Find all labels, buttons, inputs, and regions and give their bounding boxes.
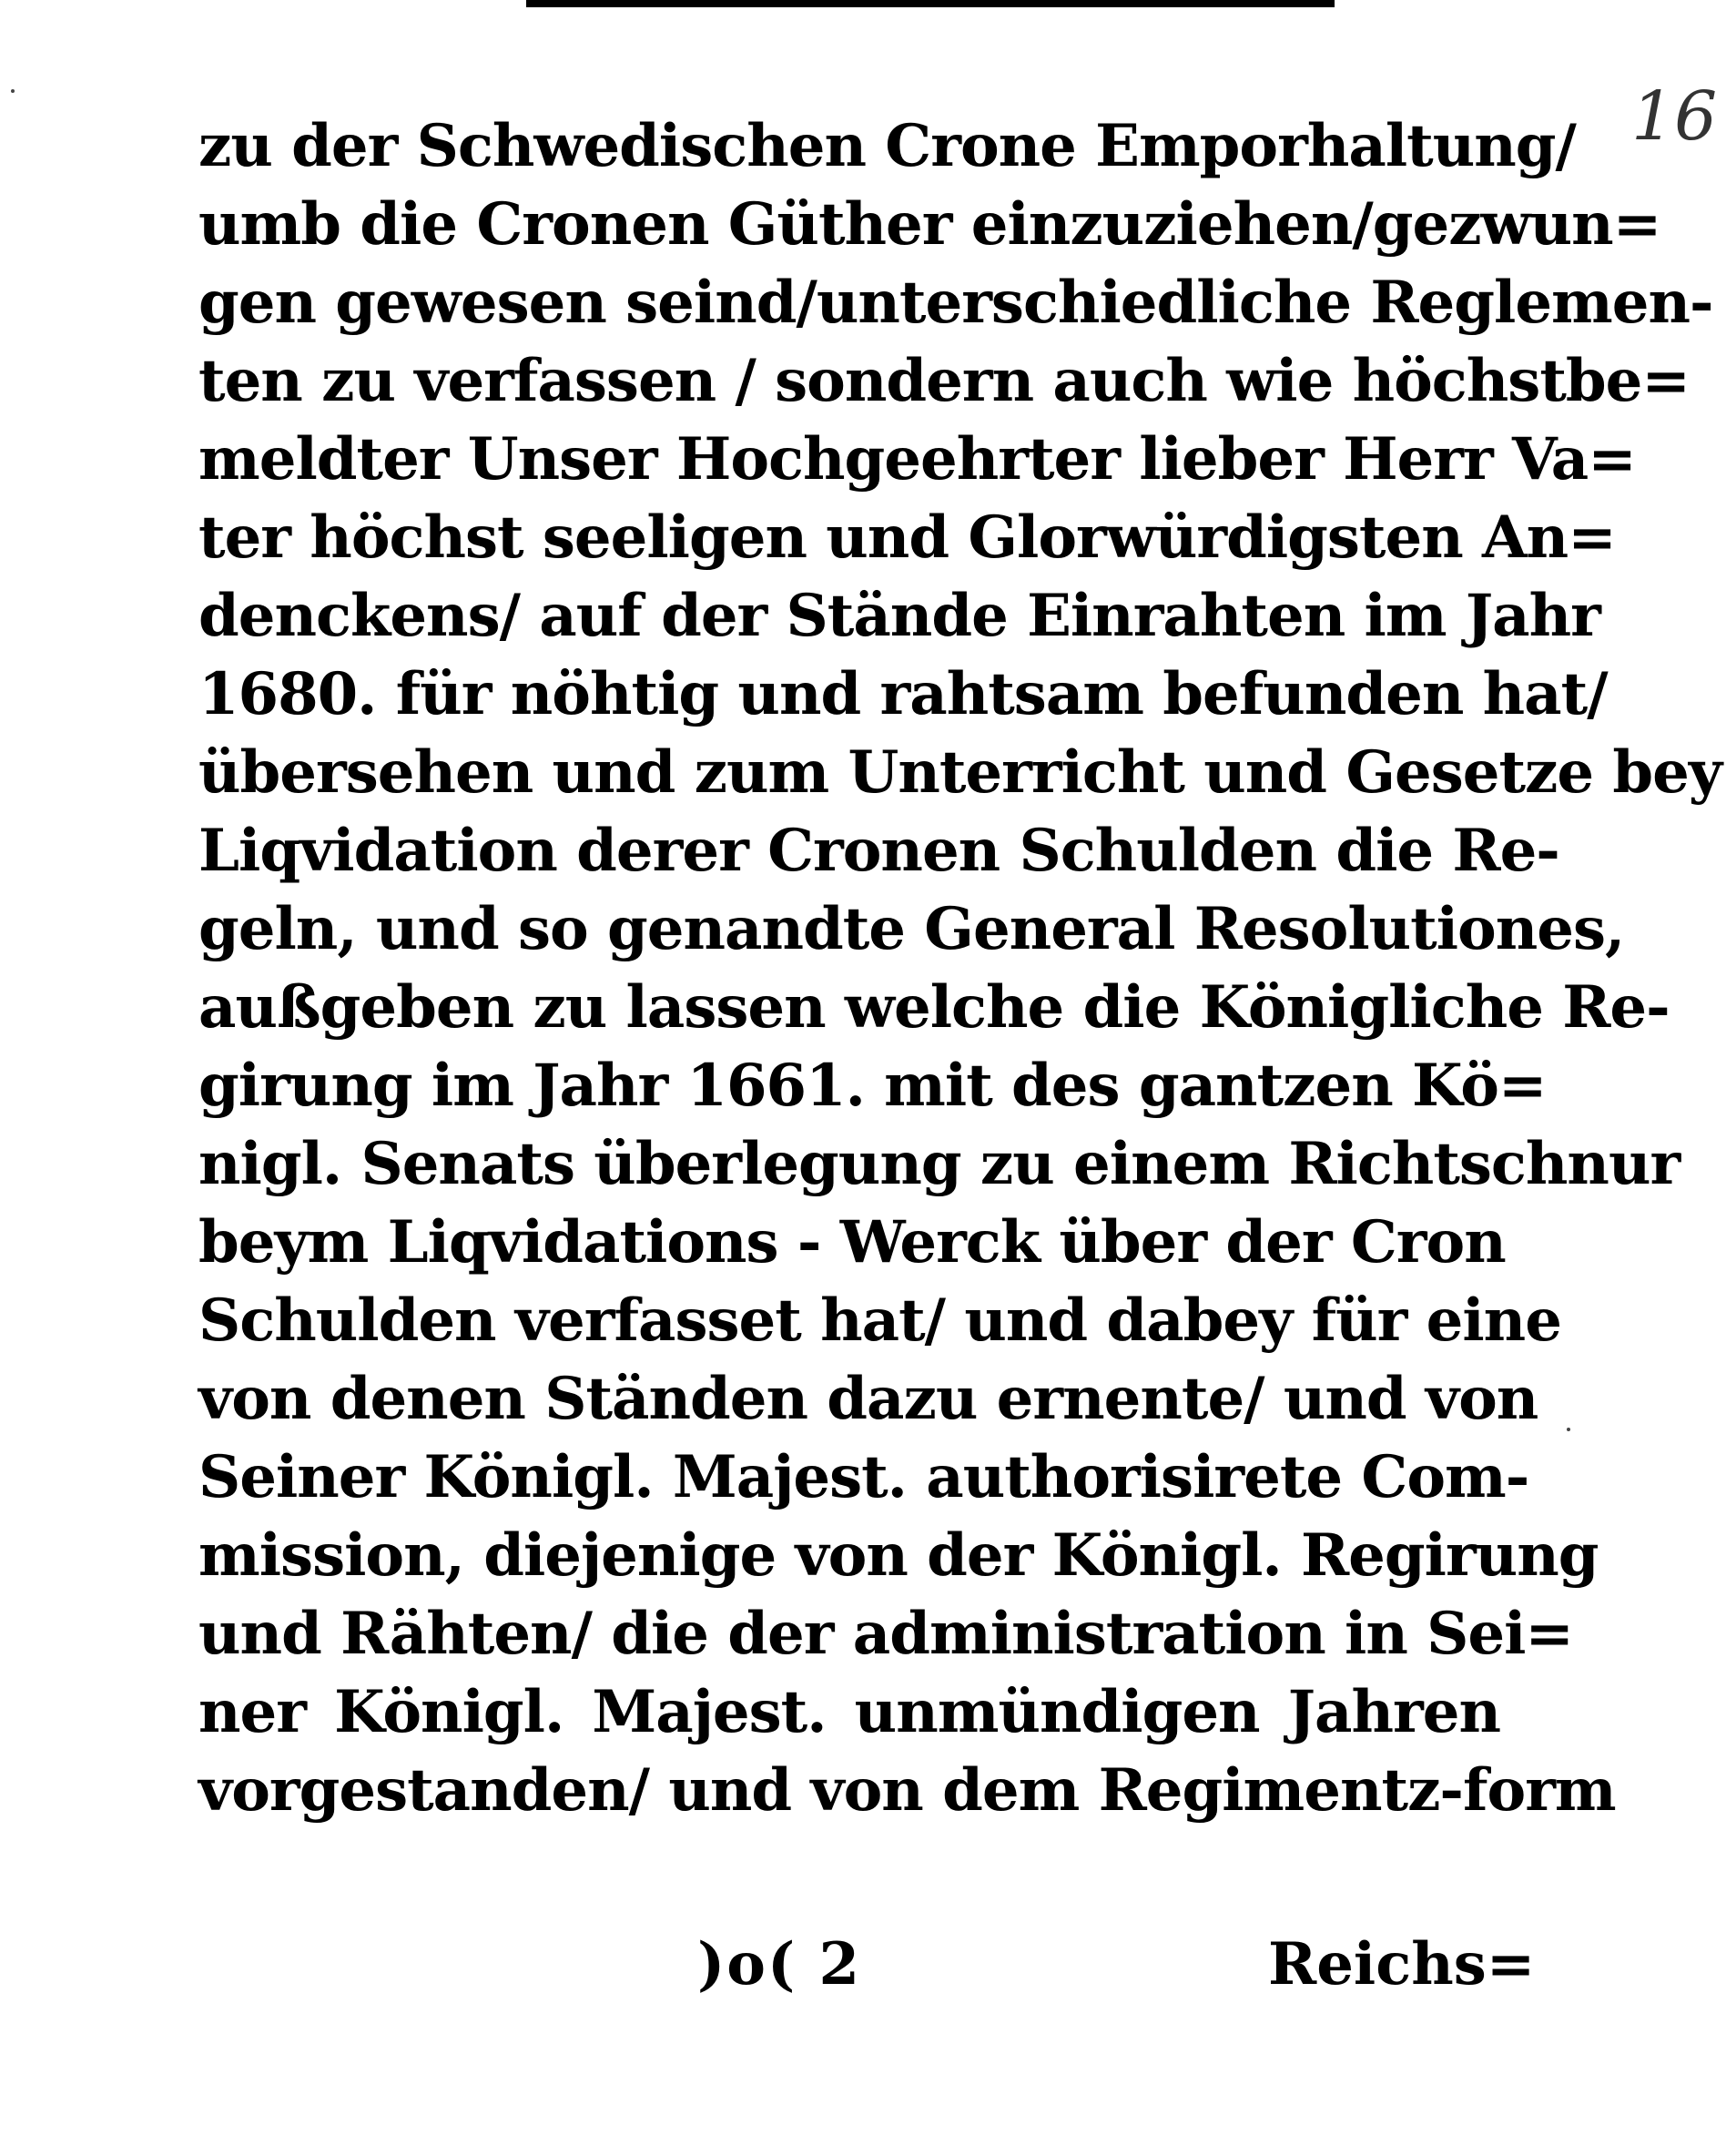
text-line: denckens/ auf der Stände Einrahten im Jahr: [198, 582, 1600, 650]
top-rule-divider: [526, 0, 1335, 7]
catchword: Reichs=: [1268, 1930, 1536, 1998]
text-line: beym Liqvidations - Werck über der Cron: [198, 1208, 1506, 1276]
body-text: [198, 107, 1721, 1830]
text-line: Seiner Königl. Majest. authorisirete Com-: [198, 1443, 1529, 1511]
paper-speck: [1567, 1428, 1570, 1431]
text-line: vorgestanden/ und von dem Regimentz-form: [198, 1756, 1616, 1825]
text-line: nigl. Senats überlegung zu einem Richtschnur: [198, 1130, 1680, 1198]
text-line: Schulden verfasset hat/ und dabey für eine: [198, 1286, 1561, 1355]
signature-mark: )o( 2: [697, 1930, 862, 1998]
text-line: gen gewesen seind/unterschiedliche Reglemen-: [198, 269, 1713, 337]
text-line: ten zu verfassen / sondern auch wie höchstbe=: [198, 347, 1690, 415]
folio-number: 16: [1631, 77, 1718, 156]
text-line: übersehen und zum Unterricht und Gesetze bey: [198, 738, 1721, 807]
text-line: zu der Schwedischen Crone Emporhaltung/: [198, 112, 1576, 180]
text-line: mission, diejenige von der Königl. Regirung: [198, 1521, 1599, 1590]
text-line: und Rähten/ die der administration in Sei=: [198, 1600, 1573, 1668]
text-line: girung im Jahr 1661. mit des gantzen Kö=: [198, 1052, 1547, 1120]
text-line: ner Königl. Majest. unmündigen Jahren: [198, 1678, 1500, 1746]
text-line: Liqvidation derer Cronen Schulden die Re-: [198, 817, 1559, 885]
text-line: meldter Unser Hochgeehrter lieber Herr Va=: [198, 425, 1636, 493]
text-line: umb die Cronen Güther einzuziehen/gezwun=: [198, 190, 1661, 259]
text-line: geln, und so genandte General Resolutiones,: [198, 895, 1625, 963]
text-line: ter höchst seeligen und Glorwürdigsten An=: [198, 503, 1616, 572]
text-line: außgeben zu lassen welche die Königliche Re-: [198, 973, 1670, 1042]
paper-speck: [11, 89, 15, 93]
text-line: 1680. für nöhtig und rahtsam befunden hat/: [198, 660, 1608, 728]
text-line: von denen Ständen dazu ernente/ und von: [198, 1365, 1538, 1433]
